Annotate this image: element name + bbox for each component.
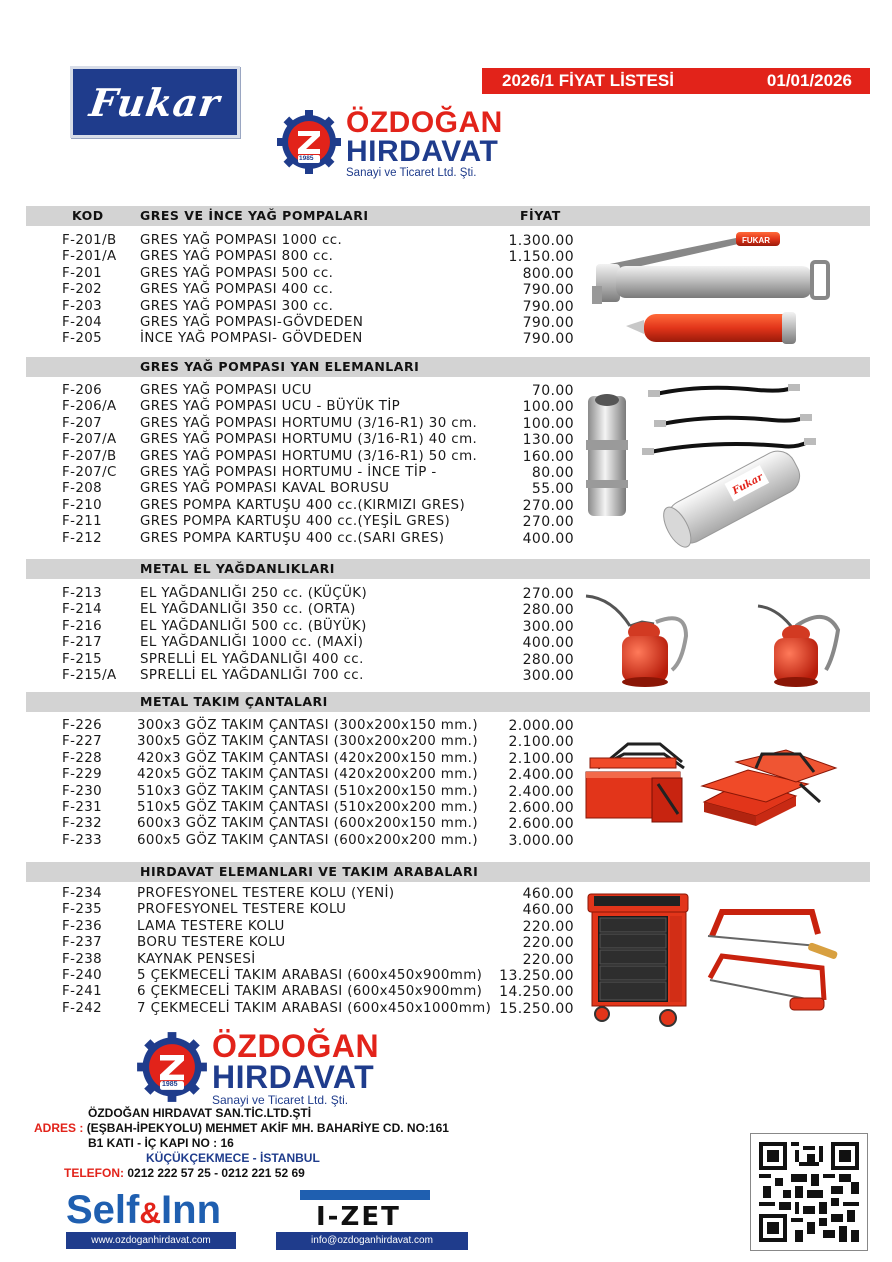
item-name: PROFESYONEL TESTERE KOLU (YENİ) (137, 886, 395, 901)
table-row (0, 481, 600, 497)
table-row (0, 984, 600, 1000)
item-name: GRES YAĞ POMPASI-GÖVDEDEN (140, 314, 364, 330)
item-code: F-210 (62, 497, 103, 513)
table-row (0, 331, 600, 347)
item-price: 220.00 (522, 918, 574, 935)
table-row (0, 751, 600, 767)
item-name: GRES POMPA KARTUŞU 400 cc.(SARI GRES) (140, 530, 445, 546)
cartridge-brand-label: Fukar (730, 471, 766, 498)
item-name: 510x3 GÖZ TAKIM ÇANTASI (510x200x150 mm.) (137, 783, 478, 799)
brand-year-bottom: 1985 (162, 1080, 178, 1088)
item-price: 100.00 (522, 399, 574, 416)
item-code: F-216 (62, 618, 103, 634)
table-row (0, 282, 600, 298)
grease-accessories-image (582, 380, 822, 550)
table-row (0, 619, 600, 635)
item-name: GRES YAĞ POMPASI 500 cc. (140, 265, 334, 281)
item-name: 5 ÇEKMECELİ TAKIM ARABASI (600x450x900mm) (137, 967, 483, 983)
item-name: İNCE YAĞ POMPASI- GÖVDEDEN (140, 331, 363, 347)
table-row (0, 531, 600, 547)
section-title: METAL TAKIM ÇANTALARI (140, 694, 328, 709)
table-row (0, 449, 600, 465)
price-table-oil-cans (0, 586, 600, 684)
price-list-title: 2026/1 FİYAT LİSTESİ (502, 71, 674, 90)
item-name: EL YAĞDANLIĞI 1000 cc. (MAXİ) (140, 635, 364, 651)
item-name: 7 ÇEKMECELİ TAKIM ARABASI (600x450x1000mm) (137, 1000, 492, 1016)
item-price: 14.250.00 (499, 984, 574, 1001)
item-name: EL YAĞDANLIĞI 250 cc. (KÜÇÜK) (140, 586, 368, 601)
item-price: 3.000.00 (508, 832, 574, 849)
item-price: 2.400.00 (508, 783, 574, 800)
item-code: F-217 (62, 635, 103, 651)
item-price: 460.00 (522, 902, 574, 919)
item-code: F-215 (62, 651, 103, 667)
item-price: 220.00 (522, 935, 574, 952)
item-code: F-238 (62, 951, 103, 967)
item-code: F-201/B (62, 233, 117, 248)
table-row (0, 767, 600, 783)
oil-can-image (582, 586, 862, 690)
selfinn-logo (40, 1188, 236, 1252)
item-name: GRES YAĞ POMPASI HORTUMU (3/16-R1) 40 cm. (140, 432, 478, 448)
table-row (0, 952, 600, 968)
item-name: EL YAĞDANLIĞI 350 cc. (ORTA) (140, 602, 356, 618)
item-price: 15.250.00 (499, 1000, 574, 1017)
section-header-oil-cans (26, 559, 870, 579)
table-row (0, 800, 600, 816)
column-code-label: KOD (72, 208, 104, 223)
item-code: F-227 (62, 734, 103, 750)
brand-name-line1: ÖZDOĞAN (346, 106, 503, 139)
item-price: 790.00 (522, 282, 574, 299)
item-name: GRES POMPA KARTUŞU 400 cc.(YEŞİL GRES) (140, 514, 451, 530)
item-price: 400.00 (522, 530, 574, 547)
item-name: 420x5 GÖZ TAKIM ÇANTASI (420x200x200 mm.) (137, 767, 478, 783)
item-name: GRES YAĞ POMPASI 800 cc. (140, 249, 334, 265)
table-row (0, 602, 600, 618)
item-code: F-226 (62, 718, 103, 733)
table-row (0, 465, 600, 481)
izet-wordmark: I-ZET (316, 1202, 401, 1232)
brand-year-top: 1985 (299, 155, 314, 163)
item-code: F-206/A (62, 399, 117, 415)
section-title: GRES YAĞ POMPASI YAN ELEMANLARI (140, 359, 420, 374)
section-header-tool-boxes (26, 692, 870, 712)
company-name: ÖZDOĞAN HIRDAVAT SAN.TİC.LTD.ŞTİ (88, 1106, 312, 1120)
item-price: 2.600.00 (508, 816, 574, 833)
table-row (0, 432, 600, 448)
item-code: F-232 (62, 816, 103, 832)
selfinn-wordmark-b: Inn (161, 1188, 222, 1232)
item-name: SPRELLİ EL YAĞDANLIĞI 700 cc. (140, 667, 364, 683)
item-code: F-214 (62, 602, 103, 618)
item-price: 280.00 (522, 651, 574, 668)
selfinn-wordmark (66, 1188, 221, 1233)
item-name: 510x5 GÖZ TAKIM ÇANTASI (510x200x200 mm.) (137, 799, 478, 815)
table-row (0, 514, 600, 530)
item-name: GRES YAĞ POMPASI HORTUMU - İNCE TİP - (140, 464, 437, 480)
item-name: GRES YAĞ POMPASI UCU - BÜYÜK TİP (140, 399, 401, 415)
item-name: KAYNAK PENSESİ (137, 951, 256, 967)
item-price: 270.00 (522, 586, 574, 602)
table-row (0, 416, 600, 432)
item-price: 790.00 (522, 298, 574, 315)
item-code: F-228 (62, 750, 103, 766)
section-title: HIRDAVAT ELEMANLARI VE TAKIM ARABALARI (140, 864, 479, 879)
address-line1 (34, 1121, 449, 1135)
table-row (0, 233, 600, 249)
item-price: 160.00 (522, 448, 574, 465)
table-row (0, 1001, 600, 1017)
item-price: 400.00 (522, 635, 574, 652)
brand-name-line2: HIRDAVAT (346, 135, 499, 168)
item-code: F-237 (62, 935, 103, 951)
item-name: GRES YAĞ POMPASI 1000 cc. (140, 233, 343, 248)
item-name: 420x3 GÖZ TAKIM ÇANTASI (420x200x150 mm.) (137, 750, 478, 766)
item-name: GRES YAĞ POMPASI 400 cc. (140, 282, 334, 298)
section-header-accessories (26, 357, 870, 377)
item-price: 2.400.00 (508, 767, 574, 784)
item-name: LAMA TESTERE KOLU (137, 918, 285, 934)
izet-logo (276, 1188, 468, 1252)
brand-subtitle: Sanayi ve Ticaret Ltd. Şti. (346, 167, 477, 179)
item-code: F-204 (62, 314, 103, 330)
gear-logo-icon (136, 1031, 208, 1107)
item-code: F-231 (62, 799, 103, 815)
item-name: 600x3 GÖZ TAKIM ÇANTASI (600x200x150 mm.) (137, 816, 478, 832)
item-code: F-208 (62, 481, 103, 497)
item-code: F-201/A (62, 249, 117, 265)
item-code: F-206 (62, 383, 103, 398)
ozdogan-logo-top (276, 108, 503, 181)
item-name: 6 ÇEKMECELİ TAKIM ARABASI (600x450x900mm) (137, 984, 483, 1000)
qr-code (750, 1133, 868, 1251)
table-row (0, 919, 600, 935)
item-price: 100.00 (522, 415, 574, 432)
selfinn-wordmark-a: Self (66, 1188, 140, 1232)
section-title: GRES VE İNCE YAĞ POMPALARI (140, 208, 369, 223)
table-row (0, 635, 600, 651)
phone-numbers: 0212 222 57 25 - 0212 221 52 69 (127, 1166, 305, 1180)
website-link[interactable]: www.ozdoganhirdavat.com (66, 1232, 236, 1249)
item-code: F-205 (62, 331, 103, 347)
item-name: 300x3 GÖZ TAKIM ÇANTASI (300x200x150 mm.) (137, 718, 478, 733)
item-price: 280.00 (522, 602, 574, 619)
section-title: METAL EL YAĞDANLIKLARI (140, 561, 335, 576)
item-code: F-230 (62, 783, 103, 799)
price-list-banner (482, 68, 870, 94)
fukar-logo (70, 66, 240, 138)
grease-gun-image (586, 226, 836, 350)
item-code: F-236 (62, 918, 103, 934)
table-row (0, 399, 600, 415)
item-price: 13.250.00 (499, 967, 574, 984)
item-code: F-212 (62, 530, 103, 546)
item-code: F-242 (62, 1000, 103, 1016)
table-row (0, 968, 600, 984)
item-price: 790.00 (522, 314, 574, 331)
email-link[interactable]: info@ozdoganhirdavat.com (276, 1232, 468, 1250)
item-price: 1.150.00 (508, 249, 574, 266)
item-name: 300x5 GÖZ TAKIM ÇANTASI (300x200x200 mm.) (137, 734, 478, 750)
item-name: GRES YAĞ POMPASI UCU (140, 383, 312, 398)
price-table-accessories (0, 383, 600, 547)
item-name: SPRELLİ EL YAĞDANLIĞI 400 cc. (140, 651, 364, 667)
brand-name-line1: ÖZDOĞAN (212, 1028, 380, 1064)
table-row (0, 652, 600, 668)
item-price: 800.00 (522, 265, 574, 282)
item-price: 55.00 (531, 481, 574, 498)
item-code: F-207 (62, 415, 103, 431)
price-list-date: 01/01/2026 (766, 71, 852, 90)
item-price: 2.000.00 (508, 718, 574, 734)
table-row (0, 718, 600, 734)
address-text: (EŞBAH-İPEKYOLU) MEHMET AKİF MH. BAHARİYE CD. NO:161 (86, 1121, 449, 1135)
item-code: F-240 (62, 967, 103, 983)
fukar-logo-text: Fukar (86, 79, 224, 125)
item-code: F-207/C (62, 464, 117, 480)
table-row (0, 935, 600, 951)
item-price: 300.00 (522, 618, 574, 635)
item-price: 270.00 (522, 514, 574, 531)
address-label: ADRES : (34, 1121, 84, 1135)
item-price: 300.00 (522, 667, 574, 684)
item-price: 2.600.00 (508, 799, 574, 816)
item-name: EL YAĞDANLIĞI 500 cc. (BÜYÜK) (140, 618, 367, 634)
gear-logo-icon (276, 109, 342, 179)
table-row (0, 498, 600, 514)
item-price: 1.300.00 (508, 233, 574, 249)
table-row (0, 816, 600, 832)
address-line2: B1 KATI - İÇ KAPI NO : 16 (88, 1136, 234, 1150)
table-row (0, 299, 600, 315)
brand-name-line2: HIRDAVAT (212, 1059, 375, 1095)
item-code: F-235 (62, 902, 103, 918)
table-row (0, 586, 600, 602)
item-code: F-207/A (62, 432, 117, 448)
section-header-pumps (26, 206, 870, 226)
item-code: F-201 (62, 265, 103, 281)
item-price: 460.00 (522, 886, 574, 902)
item-price: 220.00 (522, 951, 574, 968)
item-code: F-234 (62, 886, 103, 901)
item-name: PROFESYONEL TESTERE KOLU (137, 902, 347, 918)
item-name: 600x5 GÖZ TAKIM ÇANTASI (600x200x200 mm.) (137, 832, 478, 848)
item-name: BORU TESTERE KOLU (137, 935, 286, 951)
item-name: GRES YAĞ POMPASI HORTUMU (3/16-R1) 30 cm. (140, 415, 478, 431)
item-code: F-213 (62, 586, 103, 601)
table-row (0, 383, 600, 399)
item-name: GRES POMPA KARTUŞU 400 cc.(KIRMIZI GRES) (140, 497, 466, 513)
section-header-hardware (26, 862, 870, 882)
address-line3: KÜÇÜKÇEKMECE - İSTANBUL (146, 1151, 320, 1165)
item-code: F-203 (62, 298, 103, 314)
item-price: 80.00 (531, 464, 574, 481)
price-table-pumps (0, 233, 600, 348)
tool-box-image (584, 738, 844, 828)
price-table-tool-boxes (0, 718, 600, 849)
item-code: F-207/B (62, 448, 117, 464)
table-row (0, 833, 600, 849)
item-code: F-241 (62, 984, 103, 1000)
table-row (0, 315, 600, 331)
item-price: 70.00 (531, 383, 574, 399)
item-price: 270.00 (522, 497, 574, 514)
ozdogan-logo-bottom (136, 1030, 379, 1107)
item-price: 2.100.00 (508, 750, 574, 767)
item-name: GRES YAĞ POMPASI KAVAL BORUSU (140, 481, 390, 497)
item-code: F-229 (62, 767, 103, 783)
item-price: 790.00 (522, 331, 574, 348)
tool-cart-and-saws-image (586, 892, 842, 1034)
selfinn-wordmark-amp: & (139, 1197, 162, 1230)
item-name: GRES YAĞ POMPASI HORTUMU (3/16-R1) 50 cm. (140, 448, 478, 464)
item-code: F-215/A (62, 667, 117, 683)
item-code: F-211 (62, 514, 103, 530)
table-row (0, 902, 600, 918)
izet-top-bar (300, 1190, 430, 1200)
phone-line (64, 1166, 305, 1180)
table-row (0, 784, 600, 800)
table-row (0, 266, 600, 282)
column-price-label: FİYAT (520, 208, 561, 223)
item-code: F-233 (62, 832, 103, 848)
brand-subtitle: Sanayi ve Ticaret Ltd. Şti. (212, 1093, 349, 1107)
item-price: 2.100.00 (508, 734, 574, 751)
item-price: 130.00 (522, 432, 574, 449)
item-name: GRES YAĞ POMPASI 300 cc. (140, 298, 334, 314)
pump-brand-label: FUKAR (742, 236, 770, 245)
phone-label: TELEFON: (64, 1166, 124, 1180)
table-row (0, 668, 600, 684)
table-row (0, 249, 600, 265)
item-code: F-202 (62, 282, 103, 298)
table-row (0, 734, 600, 750)
price-table-hardware (0, 886, 600, 1017)
table-row (0, 886, 600, 902)
